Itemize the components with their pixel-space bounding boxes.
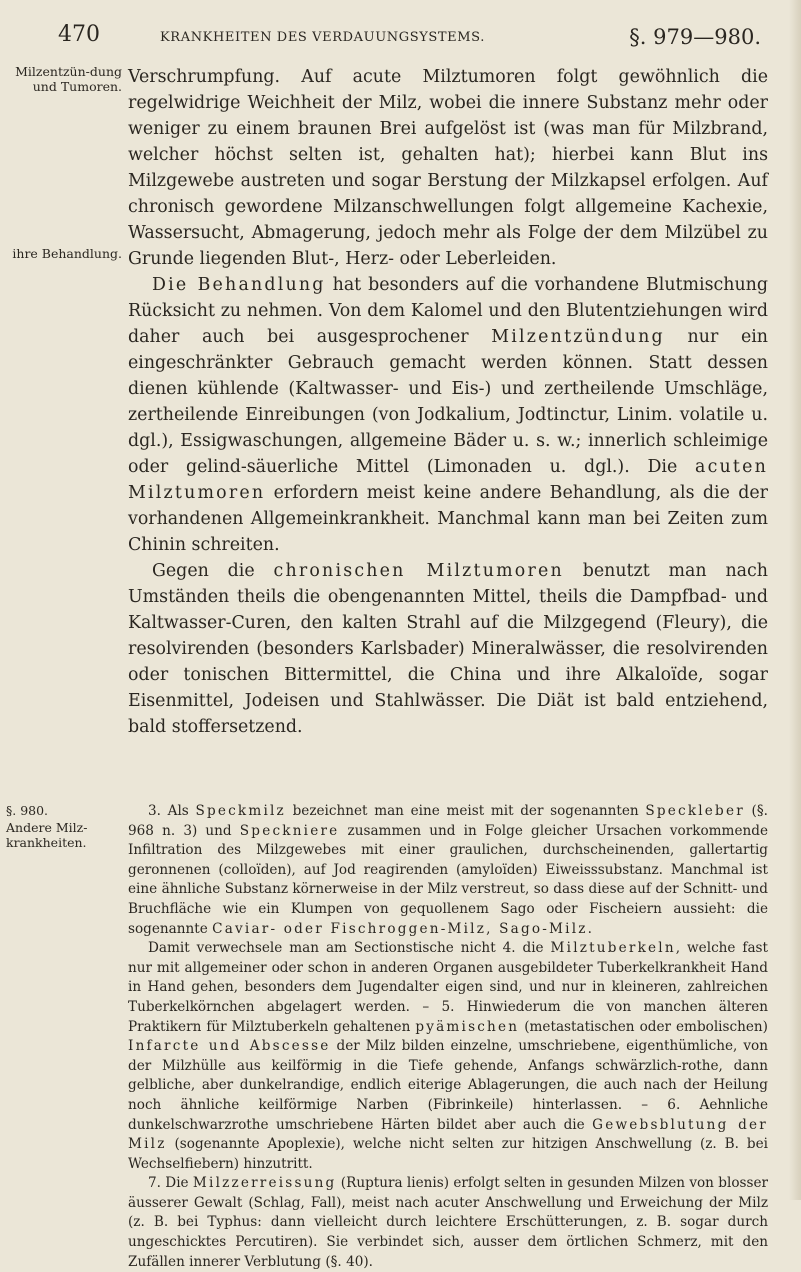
main-text	[128, 64, 768, 740]
page-header	[58, 22, 761, 54]
paragraph-milzentzuendung: Verschrumpfung. Auf acute Milztumoren folgt gewöhnlich die regelwidrige Weichheit der Milz, wobei die innere Substanz mehr oder weniger zu einem braunen Brei aufgelöst ist (was man für Milzbrand, welcher höchst selten ist, gehalten hat); hierbei kann Blut ins Milzgewebe austreten und sogar Berstung der Milzkapsel erfolgen. Auf chronisch gewordene Milzanschwellungen folgt allgemeine Kachexie, Wassersucht, Abmagerung, jedoch mehr als Folge der dem Milzübel zu Grunde liegenden Blut-, Herz- oder Leberleiden.	[128, 67, 768, 269]
paragraph-speckmilz: 3. Als Speckmilz bezeichnet man eine meist mit der sogenannten Speckleber (§. 968 n. 3) und Speckniere zusammen und in Folge gleicher Ursachen vorkommende Infiltration des Milzgewebes mit einer graulichen, durchscheinenden, gallertartig geronnenen (colloïden), auf Jod reagirenden (amyloïden) Eiweisssubstanz. Manchmal ist eine ähnliche Substanz körnerweise in der Milz verstreut, so dass diese auf der Schnitt- und Bruchfläche wie ein Klumpen von gequollenem Sago oder Fischeiern aussieht: die sogenannte Caviar- oder Fischroggen-Milz, Sago-Milz.	[128, 803, 768, 937]
margin-note-section-980: §. 980.	[6, 803, 49, 818]
margin-note-milzentzuendung: Milzentzün-dung und Tumoren.	[15, 64, 122, 94]
margin-note-behandlung: ihre Behandlung.	[12, 246, 122, 261]
paragraph-milztuberkeln: Damit verwechsele man am Sectionstische nicht 4. die Milztuberkeln, welche fast nur mit allgemeiner oder schon in anderen Organen ausgebildeter Tuberkelkrankheit Hand in Hand gehen, besonders dem Jugendalter eigen sind, und nur in kleineren, zahlreichen Tuberkelkörnchen abgelagert werden. – 5. Hinwiederum die von manchen älteren Praktikern für Milztuberkeln gehaltenen pyämischen (metastatischen oder embolischen) Infarcte und Abscesse der Milz bilden einzelne, umschriebene, eigenthümliche, von der Milzhülle aus keilförmig in die Tiefe gehende, Anfangs schwärzlich-rothe, dann gelbliche, aber dunkelrandige, endlich eiterige Ablagerungen, die auch nach der Heilung noch ähnliche keilförmige Narben (Fibrinkeile) hinterlassen. – 6. Aehnliche dunkelschwarzrothe umschriebene Härten bildet aber auch die Gewebsblutung der Milz (sogenannte Apoplexie), welche nicht selten zur hitzigen Anschwellung (z. B. bei Wechselfiebern) hinzutritt.	[128, 940, 768, 1172]
running-title: KRANKHEITEN DES VERDAUUNGSYSTEMS.	[160, 30, 485, 45]
paragraph-chronische-tumoren: Gegen die chronischen Milztumoren benutzt man nach Umständen theils die obengenannten Mittel, theils die Dampfbad- und Kaltwasser-Curen, den kalten Strahl auf die Milzgegend (Fleury), die resolvirenden (besonders Karlsbader) Mineralwässer, die resolvirenden oder tonischen Bittermittel, die China und ihre Alkaloïde, sogar Eisenmittel, Jodeisen und Stahlwässer. Die Diät ist bald entziehend, bald stoffersetzend.	[128, 561, 768, 737]
scan-edge-shadow	[789, 0, 801, 1200]
small-print-section	[128, 802, 768, 1272]
section-range: §. 979—980.	[629, 25, 761, 49]
page-number: 470	[58, 22, 100, 47]
behandlung-heading: Die Behandlung	[152, 275, 326, 295]
paragraph-behandlung: Die Behandlung hat besonders auf die vorhandene Blutmischung Rücksicht zu nehmen. Von dem Kalomel und den Blutentziehungen wird daher auch bei ausgesprochener Milzentzündung nur ein eingeschränkter Gebrauch gemacht werden können. Statt dessen dienen kühlende (Kaltwasser- und Eis-) und zertheilende Umschläge, zertheilende Einreibungen (von Jodkalium, Jodtinctur, Linim. volatile u. dgl.), Essigwaschungen, allgemeine Bäder u. s. w.; innerlich schleimige oder gelind-säuerliche Mittel (Limonaden u. dgl.). Die acuten Milztumoren erfordern meist keine andere Behandlung, als die der vorhandenen Allgemeinkrankheit. Manchmal kann man bei Zeiten zum Chinin schreiten.	[128, 275, 768, 555]
paragraph-milzzerreissung: 7. Die Milzzerreissung (Ruptura lienis) erfolgt selten in gesunden Milzen von blosser äusserer Gewalt (Schlag, Fall), meist nach acuter Anschwellung und Erweichung der Milz (z. B. bei Typhus: dann vielleicht durch leichtere Erschütterungen, z. B. sogar durch ungeschicktes Percutiren). Sie verbindet sich, ausser dem örtlichen Schmerz, mit den Zufällen innerer Verblutung (§. 40).	[128, 1175, 768, 1270]
margin-note-andere: Andere Milz-krankheiten.	[6, 820, 88, 850]
